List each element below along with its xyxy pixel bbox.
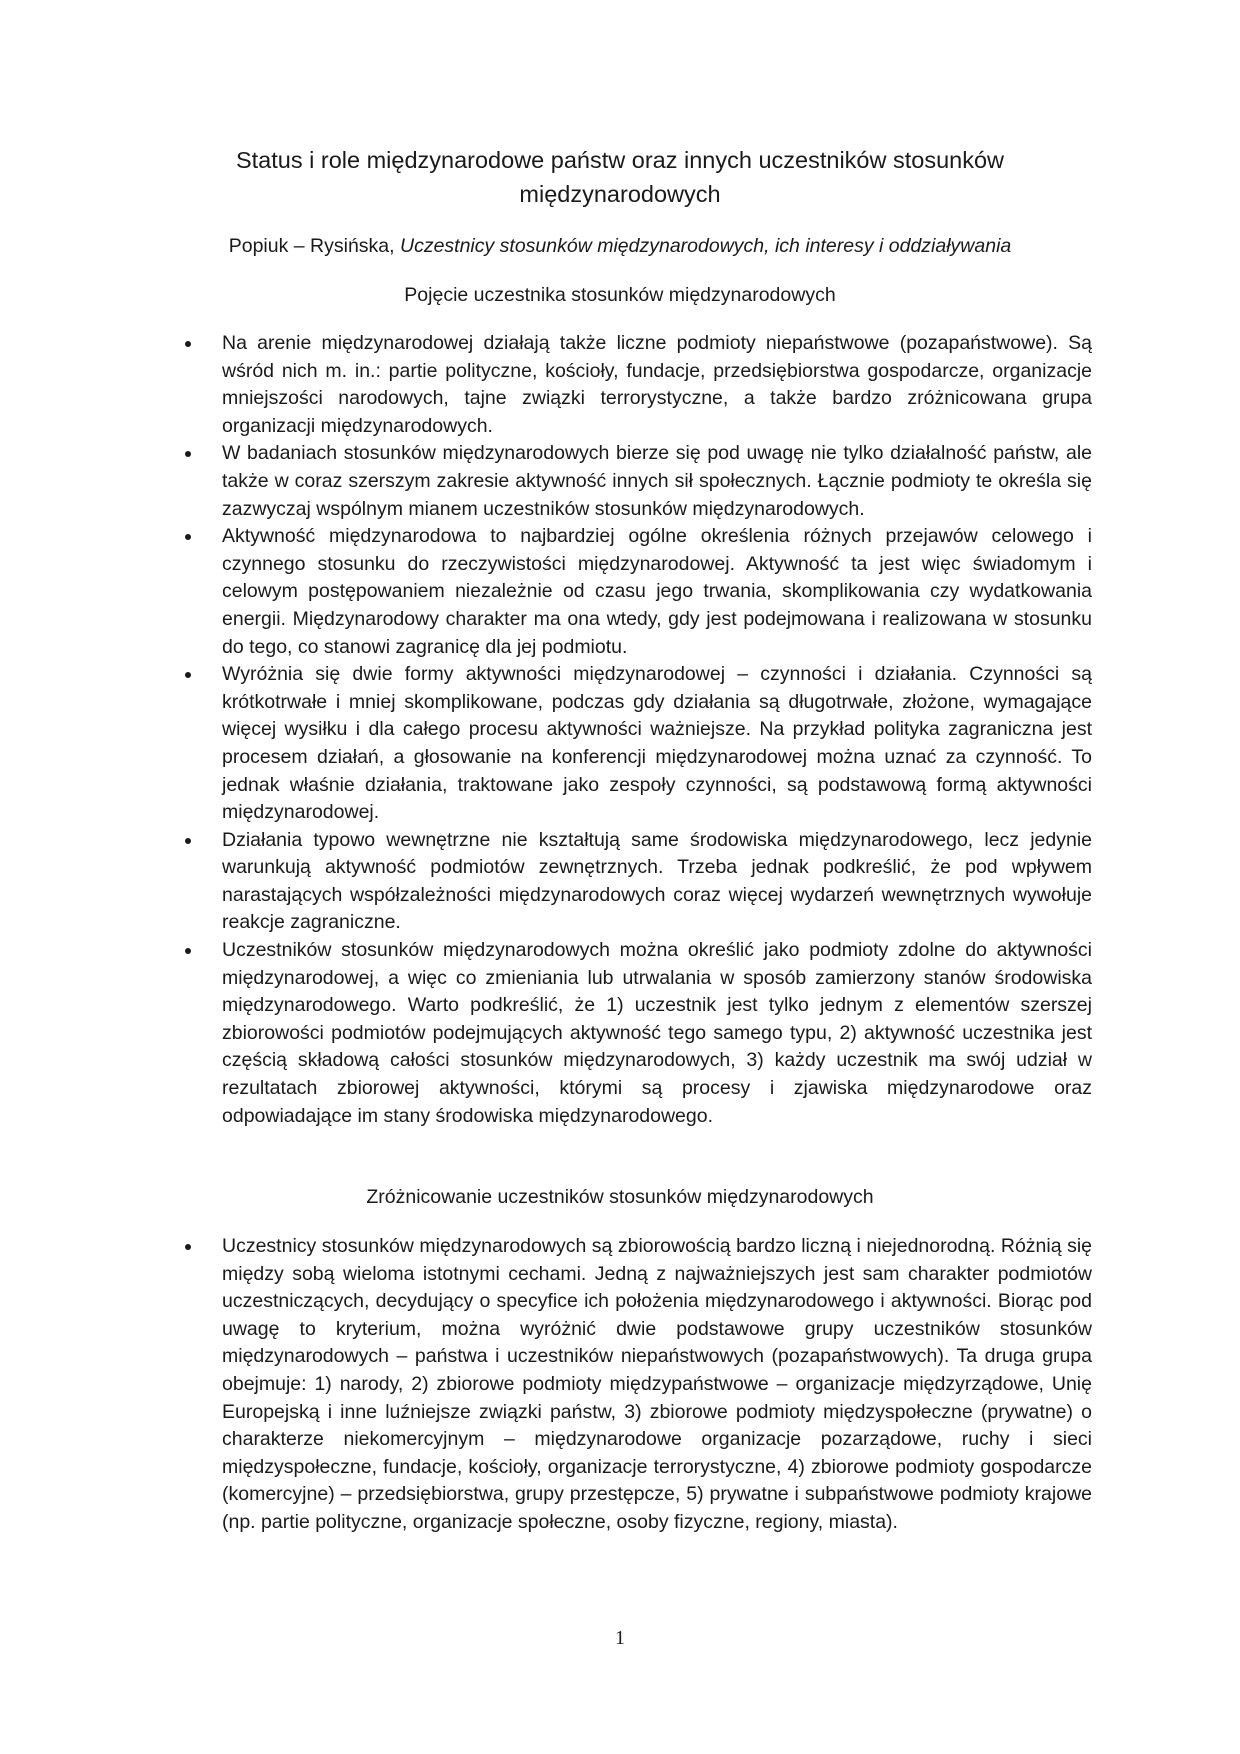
bullet-text: Wyróżnia się dwie formy aktywności międzynarodowej – czynności i działania. Czynności są krótkotrwałe i mniej skomplikowane, podczas gdy działania są długotrwałe, złożone, wymagające więcej wysiłku i dla całego procesu aktywności ważniejsze. Na przykład polityka zagraniczna jest procesem działań, a głosowanie na konferencji międzynarodowej można uznać za czynność. To jednak właśnie działania, traktowane jako zespoły czynności, są podstawową formą aktywności międzynarodowej. — [222, 663, 1092, 824]
bullet-item — [222, 440, 1092, 523]
bullet-text: Działania typowo wewnętrzne nie kształtują same środowiska międzynarodowego, lecz jedynie warunkują aktywność podmiotów zewnętrznych. Trzeba jednak podkreślić, że pod wpływem narastających współzależności międzynarodowych coraz więcej wydarzeń wewnętrznych wywołuje reakcje zagraniczne. — [222, 828, 1092, 934]
page-number: 1 — [615, 1627, 625, 1649]
bullet-icon — [185, 534, 191, 540]
bullet-item — [222, 330, 1092, 440]
bullet-icon — [185, 341, 191, 347]
bullet-text: Na arenie międzynarodowej działają także liczne podmioty niepaństwowe (pozapaństwowe). Są wśród nich m. in.: partie polityczne, kościoły, fundacje, przedsiębiorstwa gospodarcze, organizacje mniejszości narodowych, tajne związki terrorystyczne, a także bardzo zróżnicowana grupa organizacji międzynarodowych. — [222, 332, 1092, 437]
bullet-text: W badaniach stosunków międzynarodowych bierze się pod uwagę nie tylko działalność państw, ale także w coraz szerszym zakresie aktywność innych sił społecznych. Łącznie podmioty te określa się zazwyczaj wspólnym mianem uczestników stosunków międzynarodowych. — [222, 442, 1092, 520]
source-work-title: Uczestnicy stosunków międzynarodowych, ich interesy i oddziaływania — [399, 235, 1012, 257]
source-reference — [150, 233, 1090, 259]
bullet-text: Aktywność międzynarodowa to najbardziej ogólne określenia różnych przejawów celowego i czynnego stosunku do rzeczywistości międzynarodowej. Aktywność ta jest więc świadomym i celowym postępowaniem niezależnie od czasu jego trwania, skomplikowania czy wydatkowania energii. Międzynarodowy charakter ma ona wtedy, gdy jest podejmowana i realizowana w stosunku do tego, co stanowi zagranicę dla jej podmiotu. — [222, 525, 1092, 658]
section-heading: Zróżnicowanie uczestników stosunków międzynarodowych — [366, 1186, 874, 1208]
bullet-item — [222, 937, 1092, 1130]
document-title: Status i role międzynarodowe państw oraz innych uczestników stosunków międzynarodowych — [235, 147, 1005, 207]
bullet-list — [222, 330, 1092, 1130]
bullet-item — [222, 523, 1092, 661]
bullet-text: Uczestników stosunków międzynarodowych można określić jako podmioty zdolne do aktywności międzynarodowej, a więc co zmieniania lub utrwalania w sposób zamierzony stanów środowiska międzynarodowego. Warto podkreślić, że 1) uczestnik jest tylko jednym z elementów szerszej zbiorowości podmiotów podejmujących aktywność tego samego typu, 2) aktywność uczestnika jest częścią składową całości stosunków międzynarodowych, 3) każdy uczestnik ma swój udział w rezultatach zbiorowej aktywności, którymi są procesy i zjawiska międzynarodowe oraz odpowiadające im stany środowiska międzynarodowego. — [222, 939, 1092, 1127]
bullet-icon — [185, 1244, 191, 1250]
bullet-item — [222, 1233, 1092, 1537]
bullet-icon — [185, 451, 191, 457]
bullet-text: Uczestnicy stosunków międzynarodowych są zbiorowością bardzo liczną i niejednorodną. Różnią się między sobą wieloma istotnymi cechami. Jedną z najważniejszych jest sam charakter podmiotów uczestniczących, decydujący o specyfice ich położenia międzynarodowego i aktywności. Biorąc pod uwagę to kryterium, można wyróżnić dwie podstawowe grupy uczestników stosunków międzynarodowych – państwa i uczestników niepaństwowych (pozapaństwowych). Ta druga grupa obejmuje: 1) narody, 2) zbiorowe podmioty międzypaństwowe – organizacje międzyrządowe, Unię Europejską i inne luźniejsze związki państw, 3) zbiorowe podmioty międzyspołeczne (prywatne) o charakterze niekomercyjnym – międzynarodowe organizacje pozarządowe, ruchy i sieci międzyspołeczne, fundacje, kościoły, organizacje terrorystyczne, 4) zbiorowe podmioty gospodarcze (komercyjne) – przedsiębiorstwa, grupy przestępcze, 5) prywatne i subpaństwowe podmioty krajowe (np. partie polityczne, organizacje społeczne, osoby fizyczne, regiony, miasta). — [222, 1235, 1092, 1533]
bullet-icon — [185, 838, 191, 844]
bullet-item — [222, 661, 1092, 827]
bullet-list — [222, 1233, 1092, 1537]
bullet-item — [222, 827, 1092, 937]
section-heading: Pojęcie uczestnika stosunków międzynarodowych — [404, 284, 836, 306]
bullet-icon — [185, 672, 191, 678]
bullet-icon — [185, 948, 191, 954]
source-author: Popiuk – Rysińska, — [228, 235, 395, 257]
